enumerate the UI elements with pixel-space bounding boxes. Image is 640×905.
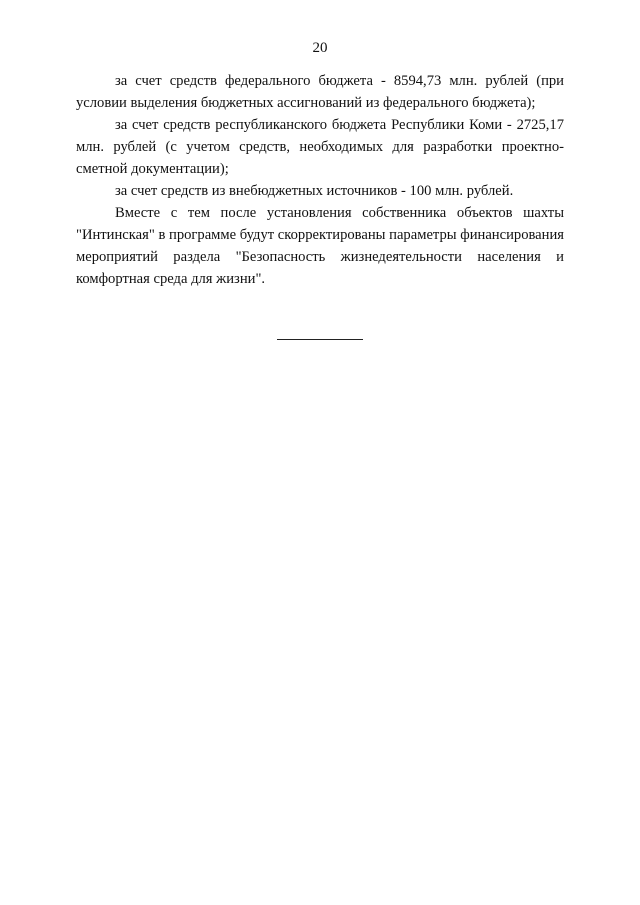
paragraph-republic-budget: за счет средств республиканского бюджета Республики Коми - 2725,17 млн. рублей (с учетом средств, необходимых для разработки проектно-сметной документации);: [76, 117, 564, 177]
paragraph-program-adjustment: Вместе с тем после установления собственника объектов шахты "Интинская" в программе будут скорректированы параметры финансирования мероприятий раздела "Безопасность жизнедеятельности населения и комфортная среда для жизни".: [76, 205, 564, 287]
paragraph-federal-budget: за счет средств федерального бюджета - 8594,73 млн. рублей (при условии выделения бюджетных ассигнований из федерального бюджета);: [76, 73, 564, 111]
paragraph-extrabudgetary-sources: за счет средств из внебюджетных источников - 100 млн. рублей.: [115, 183, 514, 199]
document-body: [76, 70, 564, 290]
end-separator-line: [277, 339, 363, 340]
page-number: 20: [312, 40, 328, 56]
